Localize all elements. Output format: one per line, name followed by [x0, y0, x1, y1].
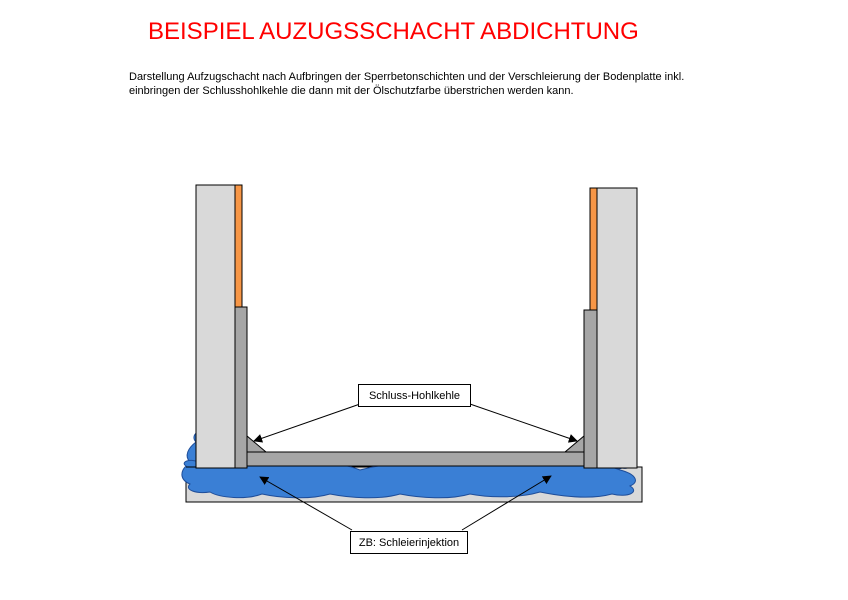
hohlkehle-right — [565, 436, 584, 452]
orange-layer-left — [235, 185, 242, 307]
hohlkehle-left — [247, 436, 266, 452]
callout-injektion: ZB: Schleierinjektion — [350, 531, 468, 554]
description-line-1: Darstellung Aufzugschacht nach Aufbringen der Sperrbetonschichten und der Verschleierung der Bodenplatte inkl. — [129, 71, 685, 83]
sperrbeton-wall-right — [584, 310, 597, 468]
page-title: BEISPIEL AUZUGSSCHACHT ABDICHTUNG — [148, 18, 639, 45]
arrow-hohlkehle-right — [470, 404, 577, 441]
sperrbeton-floor — [247, 452, 584, 466]
description-line-2: einbringen der Schlusshohlkehle die dann mit der Ölschutzfarbe überstrichen werden kann. — [129, 85, 574, 97]
arrow-hohlkehle-left — [254, 404, 360, 441]
orange-layer-right — [590, 188, 597, 310]
sperrbeton-wall-left — [235, 307, 247, 468]
wall-right — [597, 188, 637, 468]
callout-hohlkehle: Schluss-Hohlkehle — [358, 384, 471, 407]
